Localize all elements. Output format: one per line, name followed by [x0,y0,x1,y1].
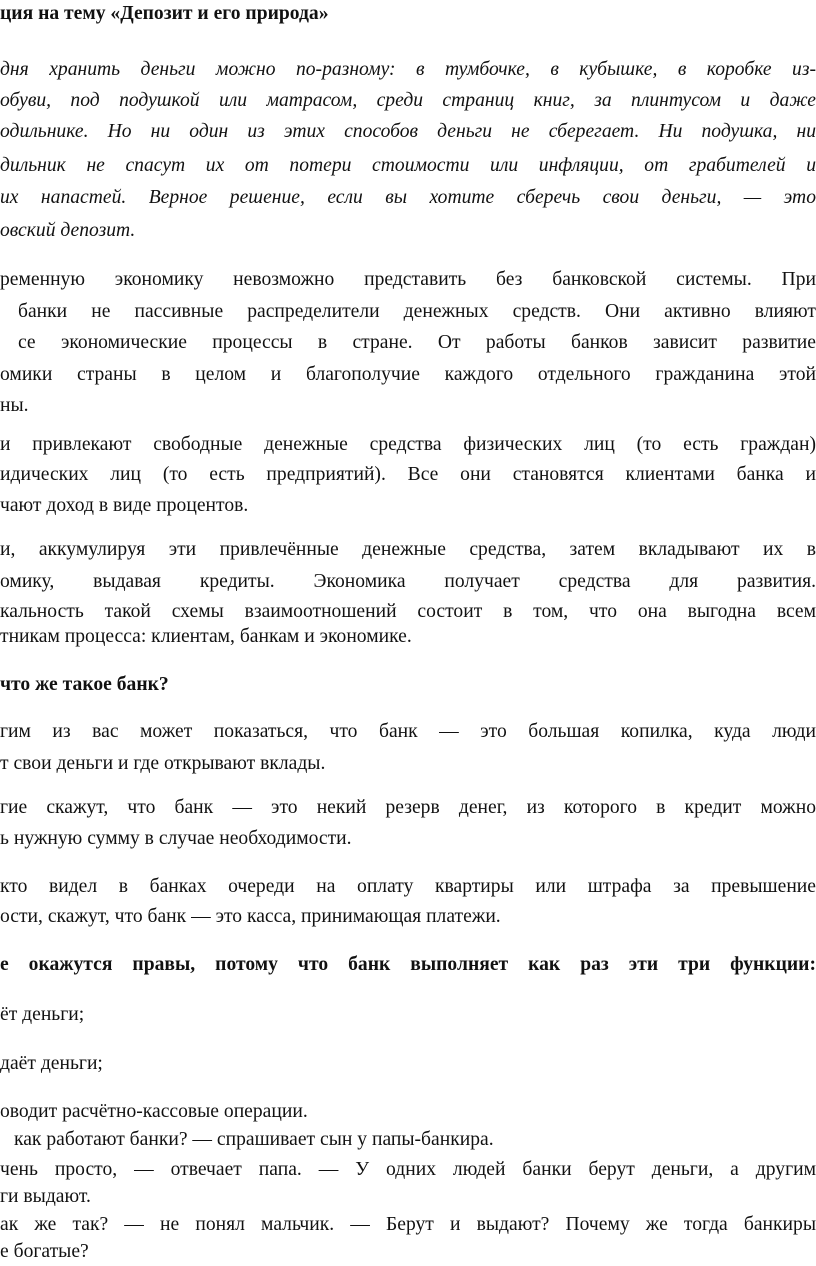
dialog-line: чень просто, — отвечает папа. — У одних людей банки берут деньги, а другим [0,1159,816,1180]
intro-line: овский депозит. [0,220,136,241]
dialog-line: как работают банки? — спрашивает сын у папы-банкира. [14,1129,494,1150]
paragraph-line: и привлекают свободные денежные средства физических лиц (то есть граждан) [0,434,816,455]
paragraph-line: идических лиц (то есть предприятий). Все они становятся клиентами банка и [0,464,816,485]
dialog-line: е богатые? [0,1241,89,1262]
paragraph-line: и, аккумулируя эти привлечённые денежные средства, затем вкладывают их в [0,539,816,560]
paragraph-line: ременную экономику невозможно представить без банковской системы. При [0,269,816,290]
paragraph-line: банки не пассивные распределители денежных средств. Они активно влияют [18,301,816,322]
dialog-line: ак же так? — не понял мальчик. — Берут и выдают? Почему же тогда банкиры [0,1214,816,1235]
paragraph-line: чают доход в виде процентов. [0,495,249,516]
paragraph-line: гим из вас может показаться, что банк — это большая копилка, куда люди [0,721,816,742]
paragraph-line: тникам процесса: клиентам, банкам и экономике. [0,626,412,647]
dialog-line: ги выдают. [0,1186,91,1207]
paragraph-line: омику, выдавая кредиты. Экономика получает средства для развития. [0,571,816,592]
list-item: оводит расчётно-кассовые операции. [0,1101,308,1122]
list-item: ёт деньги; [0,1004,85,1025]
intro-line: дильник не спасут их от потери стоимости или инфляции, от грабителей и [0,155,816,176]
paragraph-line: кто видел в банках очереди на оплату квартиры или штрафа за превышение [0,876,816,897]
intro-line: дня хранить деньги можно по-разному: в тумбочке, в кубышке, в коробке из- [0,59,816,80]
paragraph-line: ны. [0,395,29,416]
paragraph-line: омики страны в целом и благополучие каждого отдельного гражданина этой [0,364,816,385]
list-item: даёт деньги; [0,1053,103,1074]
intro-line: одильнике. Но ни один из этих способов деньги не сберегает. Ни подушка, ни [0,121,816,142]
paragraph-line: ости, скажут, что банк — это касса, принимающая платежи. [0,906,501,927]
intro-line: обуви, под подушкой или матрасом, среди страниц книг, за плинтусом и даже [0,90,816,111]
paragraph-line: гие скажут, что банк — это некий резерв денег, из которого в кредит можно [0,797,816,818]
paragraph-line: кальность такой схемы взаимоотношений состоит в том, что она выгодна всем [0,601,816,622]
document-title: ция на тему «Депозит и его природа» [0,3,329,24]
paragraph-line: се экономические процессы в стране. От работы банков зависит развитие [18,332,816,353]
section-heading: е окажутся правы, потому что банк выполняет как раз эти три функции: [0,954,816,975]
paragraph-line: ь нужную сумму в случае необходимости. [0,828,352,849]
paragraph-line: т свои деньги и где открывают вклады. [0,753,326,774]
section-heading: что же такое банк? [0,674,169,695]
intro-line: их напастей. Верное решение, если вы хотите сберечь свои деньги, — это [0,187,816,208]
